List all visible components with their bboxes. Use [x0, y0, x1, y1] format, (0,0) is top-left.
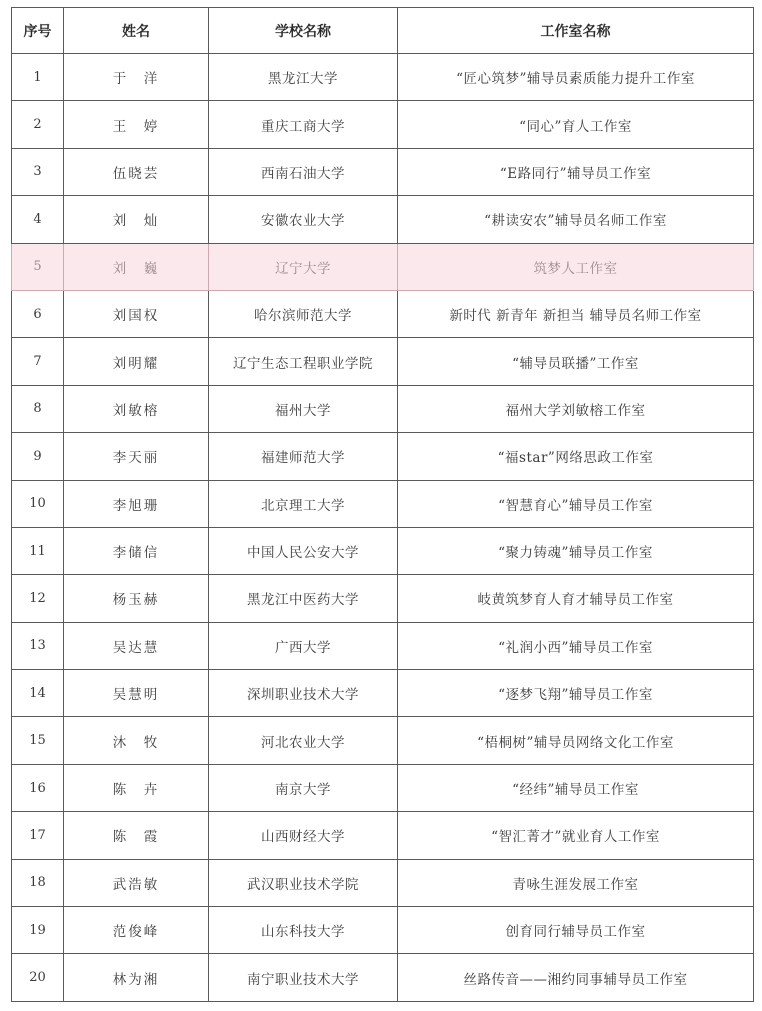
header-name: 姓名: [64, 8, 209, 54]
table-row: [12, 338, 754, 385]
cell-name: 李旭珊: [64, 480, 209, 527]
cell-studio-name: “梧桐树”辅导员网络文化工作室: [398, 717, 754, 764]
table-row: [12, 148, 754, 195]
cell-name: 刘 巍: [64, 243, 209, 290]
cell-studio-name: “智慧育心”辅导员工作室: [398, 480, 754, 527]
cell-studio-name: “经纬”辅导员工作室: [398, 764, 754, 811]
cell-school-name: 福建师范大学: [209, 433, 398, 480]
cell-serial-number: 15: [12, 717, 64, 764]
table-row: [12, 385, 754, 432]
table-row: [12, 954, 754, 1001]
cell-name: 李储信: [64, 527, 209, 574]
table-row: [12, 670, 754, 717]
table-row: [12, 907, 754, 954]
header-school-name: 学校名称: [209, 8, 398, 54]
table-header: [12, 8, 754, 54]
cell-name: 刘敏榕: [64, 385, 209, 432]
table-row: [12, 764, 754, 811]
table-row: [12, 717, 754, 764]
cell-serial-number: 12: [12, 575, 64, 622]
cell-studio-name: 青咏生涯发展工作室: [398, 859, 754, 906]
cell-studio-name: 筑梦人工作室: [398, 243, 754, 290]
cell-studio-name: “逐梦飞翔”辅导员工作室: [398, 670, 754, 717]
cell-serial-number: 1: [12, 54, 64, 101]
cell-studio-name: “E路同行”辅导员工作室: [398, 148, 754, 195]
table-row: [12, 196, 754, 243]
table-row: [12, 859, 754, 906]
cell-studio-name: 福州大学刘敏榕工作室: [398, 385, 754, 432]
cell-school-name: 山西财经大学: [209, 812, 398, 859]
cell-serial-number: 8: [12, 385, 64, 432]
table-row: [12, 54, 754, 101]
cell-serial-number: 3: [12, 148, 64, 195]
cell-studio-name: “同心”育人工作室: [398, 101, 754, 148]
cell-name: 刘明耀: [64, 338, 209, 385]
cell-serial-number: 4: [12, 196, 64, 243]
cell-school-name: 福州大学: [209, 385, 398, 432]
cell-studio-name: 创育同行辅导员工作室: [398, 907, 754, 954]
cell-school-name: 西南石油大学: [209, 148, 398, 195]
table-row: [12, 480, 754, 527]
table-row: [12, 812, 754, 859]
cell-studio-name: “福star”网络思政工作室: [398, 433, 754, 480]
cell-studio-name: 岐黄筑梦育人育才辅导员工作室: [398, 575, 754, 622]
cell-school-name: 辽宁大学: [209, 243, 398, 290]
cell-school-name: 安徽农业大学: [209, 196, 398, 243]
cell-school-name: 河北农业大学: [209, 717, 398, 764]
cell-name: 李天丽: [64, 433, 209, 480]
table-row: [12, 622, 754, 669]
cell-serial-number: 7: [12, 338, 64, 385]
cell-name: 王 婷: [64, 101, 209, 148]
cell-school-name: 广西大学: [209, 622, 398, 669]
cell-serial-number: 14: [12, 670, 64, 717]
table-row: [12, 527, 754, 574]
cell-serial-number: 10: [12, 480, 64, 527]
cell-studio-name: “聚力铸魂”辅导员工作室: [398, 527, 754, 574]
cell-name: 武浩敏: [64, 859, 209, 906]
cell-school-name: 南京大学: [209, 764, 398, 811]
header-serial-number: 序号: [12, 8, 64, 54]
cell-name: 陈 卉: [64, 764, 209, 811]
cell-name: 于 洋: [64, 54, 209, 101]
table-row: [12, 290, 754, 337]
cell-serial-number: 5: [12, 243, 64, 290]
cell-name: 林为湘: [64, 954, 209, 1001]
cell-serial-number: 17: [12, 812, 64, 859]
studio-roster-table: [11, 7, 754, 1002]
cell-studio-name: “匠心筑梦”辅导员素质能力提升工作室: [398, 54, 754, 101]
cell-school-name: 辽宁生态工程职业学院: [209, 338, 398, 385]
cell-school-name: 北京理工大学: [209, 480, 398, 527]
table-row: [12, 101, 754, 148]
cell-school-name: 深圳职业技术大学: [209, 670, 398, 717]
cell-serial-number: 16: [12, 764, 64, 811]
cell-serial-number: 2: [12, 101, 64, 148]
cell-name: 陈 霞: [64, 812, 209, 859]
cell-studio-name: “辅导员联播”工作室: [398, 338, 754, 385]
cell-serial-number: 18: [12, 859, 64, 906]
table-row: [12, 243, 754, 290]
cell-school-name: 南宁职业技术大学: [209, 954, 398, 1001]
cell-studio-name: 丝路传音——湘约同事辅导员工作室: [398, 954, 754, 1001]
cell-name: 吴达慧: [64, 622, 209, 669]
cell-name: 伍晓芸: [64, 148, 209, 195]
table-body: [12, 54, 754, 1002]
cell-serial-number: 11: [12, 527, 64, 574]
cell-serial-number: 20: [12, 954, 64, 1001]
cell-school-name: 黑龙江中医药大学: [209, 575, 398, 622]
cell-school-name: 黑龙江大学: [209, 54, 398, 101]
cell-name: 吴慧明: [64, 670, 209, 717]
cell-school-name: 山东科技大学: [209, 907, 398, 954]
header-studio-name: 工作室名称: [398, 8, 754, 54]
table-row: [12, 575, 754, 622]
cell-name: 刘国权: [64, 290, 209, 337]
header-row: [12, 8, 754, 54]
cell-school-name: 武汉职业技术学院: [209, 859, 398, 906]
cell-school-name: 中国人民公安大学: [209, 527, 398, 574]
cell-serial-number: 19: [12, 907, 64, 954]
cell-studio-name: “礼润小西”辅导员工作室: [398, 622, 754, 669]
cell-name: 刘 灿: [64, 196, 209, 243]
cell-serial-number: 13: [12, 622, 64, 669]
table-row: [12, 433, 754, 480]
cell-name: 杨玉赫: [64, 575, 209, 622]
cell-school-name: 重庆工商大学: [209, 101, 398, 148]
cell-serial-number: 9: [12, 433, 64, 480]
cell-name: 沐 牧: [64, 717, 209, 764]
cell-studio-name: “智汇菁才”就业育人工作室: [398, 812, 754, 859]
cell-studio-name: “耕读安农”辅导员名师工作室: [398, 196, 754, 243]
cell-serial-number: 6: [12, 290, 64, 337]
cell-name: 范俊峰: [64, 907, 209, 954]
cell-school-name: 哈尔滨师范大学: [209, 290, 398, 337]
cell-studio-name: 新时代 新青年 新担当 辅导员名师工作室: [398, 290, 754, 337]
